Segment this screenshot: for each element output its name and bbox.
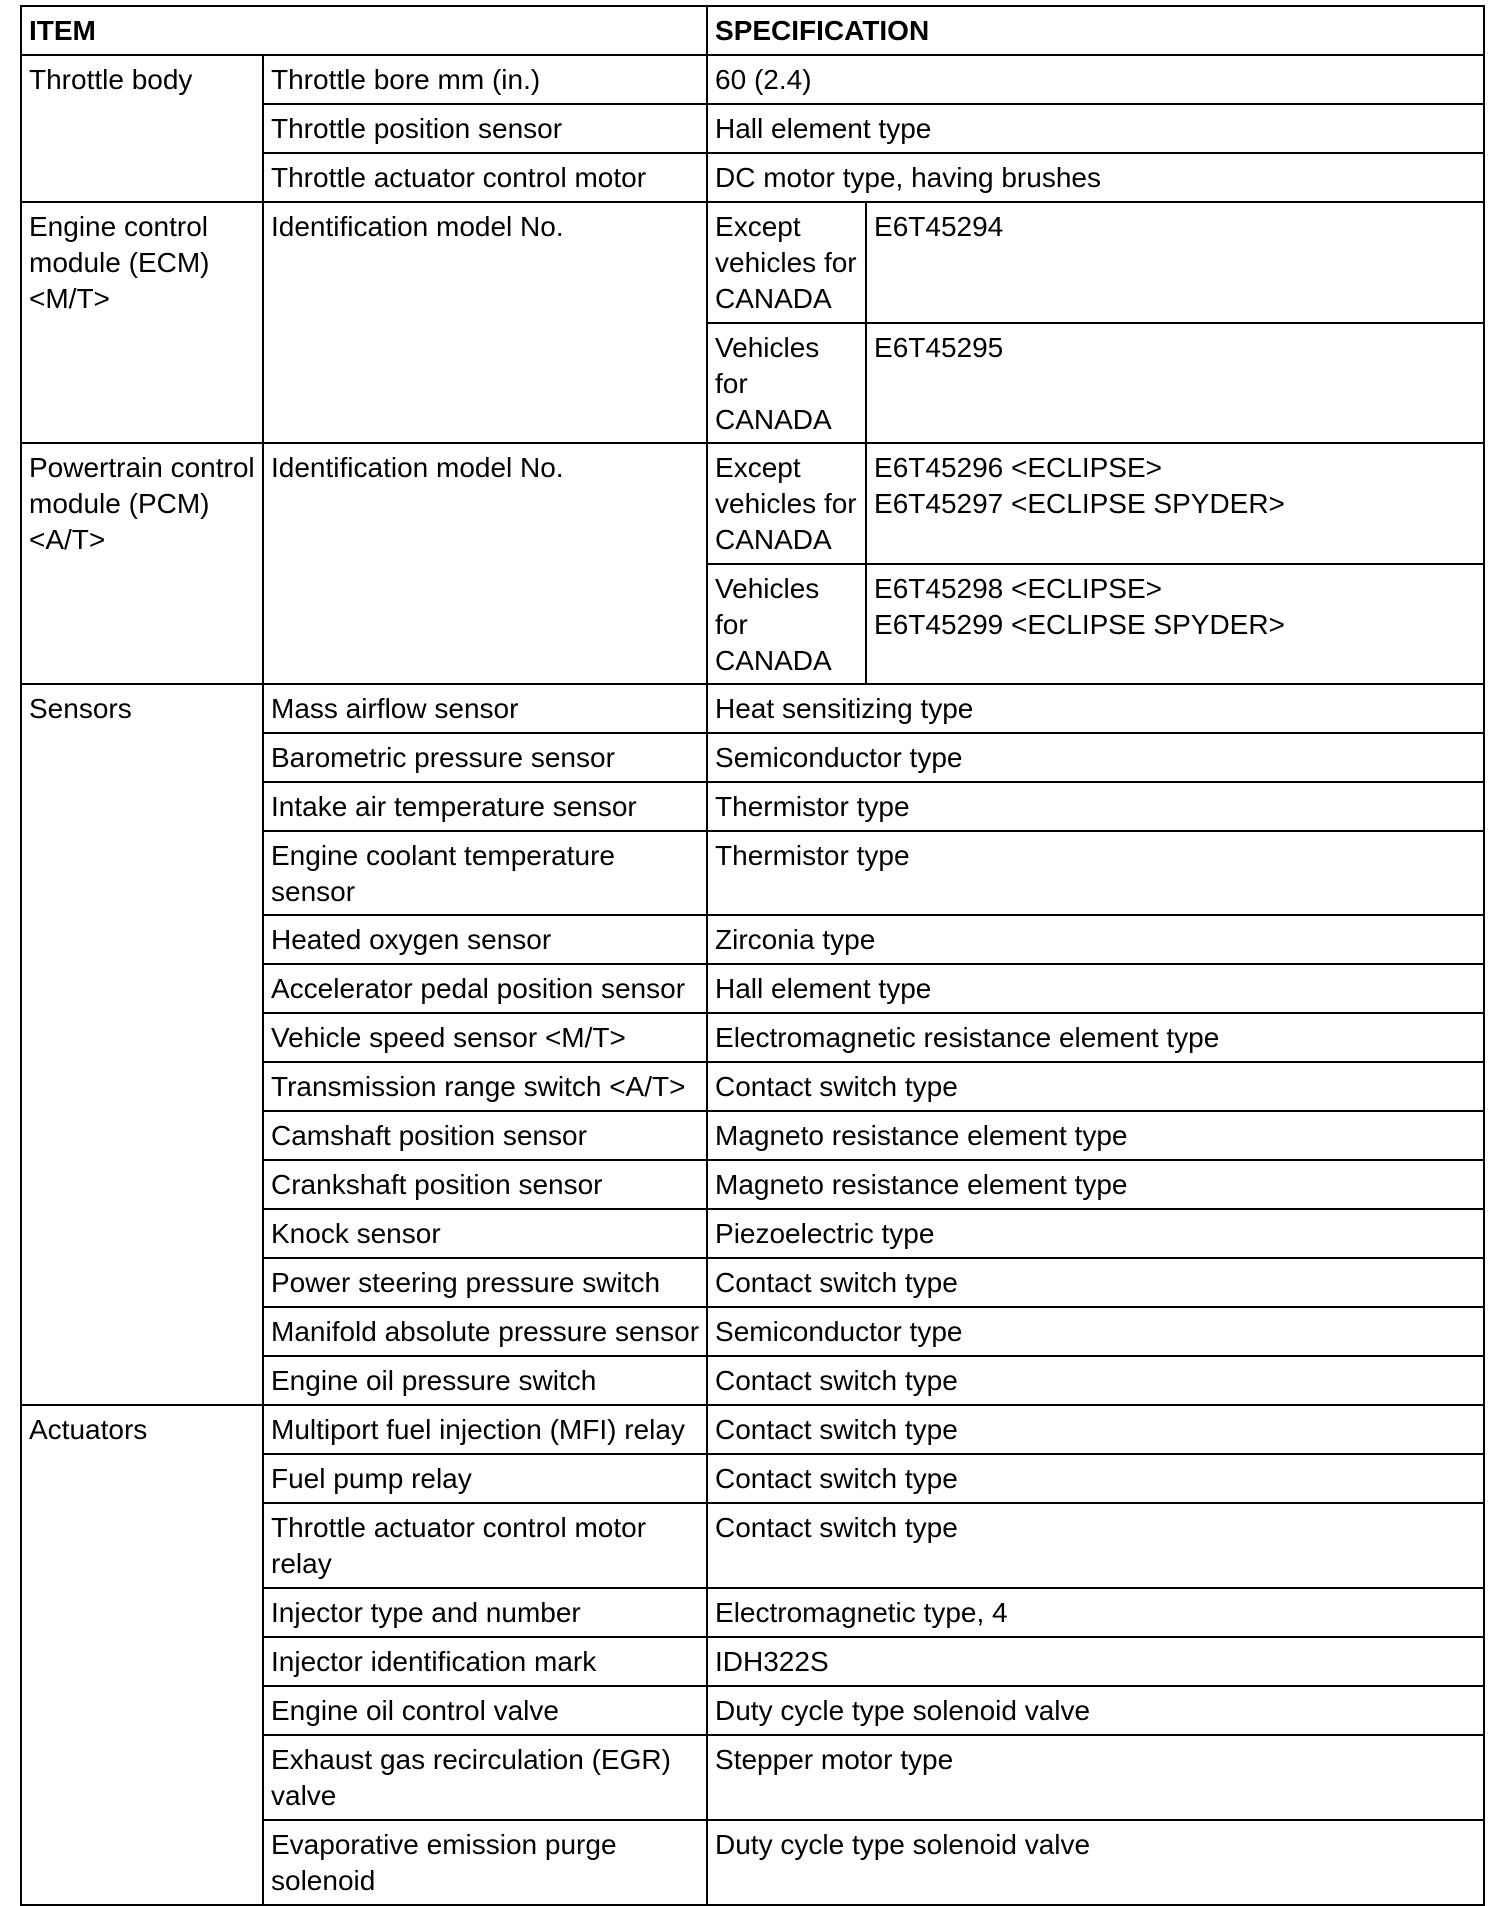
item-name: Transmission range switch <A/T> [263,1062,707,1111]
spec-value: Contact switch type [707,1503,1484,1588]
variant-value: E6T45295 [866,323,1484,443]
variant-condition: Vehicles for CANADA [707,564,866,684]
table-row [21,443,1484,564]
item-name: Power steering pressure switch [263,1258,707,1307]
item-name: Throttle bore mm (in.) [263,55,707,104]
spec-value: Electromagnetic type, 4 [707,1588,1484,1637]
variant-condition: Vehicles for CANADA [707,323,866,443]
table-body [21,6,1484,1905]
spec-value: Stepper motor type [707,1735,1484,1820]
variant-value [866,564,1484,684]
spec-value: Hall element type [707,964,1484,1013]
spec-value: 60 (2.4) [707,55,1484,104]
header-item: ITEM [21,6,707,55]
item-name: Evaporative emission purge solenoid [263,1820,707,1905]
spec-value: Contact switch type [707,1062,1484,1111]
variant-value-line: E6T45297 <ECLIPSE SPYDER> [874,488,1285,519]
category-ecm: Engine control module (ECM) <M/T> [21,202,263,443]
specification-table [20,5,1485,1906]
spec-value: Contact switch type [707,1454,1484,1503]
category-throttle-body: Throttle body [21,55,263,202]
variant-value [866,443,1484,564]
item-name: Injector identification mark [263,1637,707,1686]
item-name: Exhaust gas recirculation (EGR) valve [263,1735,707,1820]
item-name: Throttle position sensor [263,104,707,153]
category-actuators: Actuators [21,1405,263,1905]
variant-value: E6T45294 [866,202,1484,323]
item-name: Manifold absolute pressure sensor [263,1307,707,1356]
item-name: Crankshaft position sensor [263,1160,707,1209]
spec-value: Duty cycle type solenoid valve [707,1686,1484,1735]
category-pcm: Powertrain control module (PCM) <A/T> [21,443,263,684]
item-name: Mass airflow sensor [263,684,707,733]
table-row [21,202,1484,323]
spec-value: IDH322S [707,1637,1484,1686]
item-name: Engine oil control valve [263,1686,707,1735]
item-name: Knock sensor [263,1209,707,1258]
item-name: Throttle actuator control motor [263,153,707,202]
item-name: Heated oxygen sensor [263,915,707,964]
spec-value: Thermistor type [707,831,1484,915]
variant-condition: Except vehicles for CANADA [707,202,866,323]
spec-value: Contact switch type [707,1258,1484,1307]
item-name: Engine coolant temperature sensor [263,831,707,915]
item-name: Accelerator pedal position sensor [263,964,707,1013]
item-name: Injector type and number [263,1588,707,1637]
spec-value: Zirconia type [707,915,1484,964]
spec-value: DC motor type, having brushes [707,153,1484,202]
item-name: Throttle actuator control motor relay [263,1503,707,1588]
item-name: Intake air temperature sensor [263,782,707,831]
spec-value: Semiconductor type [707,1307,1484,1356]
variant-value-line: E6T45296 <ECLIPSE> [874,452,1162,483]
spec-value: Magneto resistance element type [707,1160,1484,1209]
item-name: Engine oil pressure switch [263,1356,707,1405]
item-name: Vehicle speed sensor <M/T> [263,1013,707,1062]
spec-value: Hall element type [707,104,1484,153]
header-row [21,6,1484,55]
item-name: Barometric pressure sensor [263,733,707,782]
spec-value: Contact switch type [707,1405,1484,1454]
item-name: Fuel pump relay [263,1454,707,1503]
variant-condition: Except vehicles for CANADA [707,443,866,564]
spec-value: Heat sensitizing type [707,684,1484,733]
spec-value: Contact switch type [707,1356,1484,1405]
spec-value: Semiconductor type [707,733,1484,782]
header-specification: SPECIFICATION [707,6,1484,55]
item-name: Multiport fuel injection (MFI) relay [263,1405,707,1454]
item-name: Camshaft position sensor [263,1111,707,1160]
spec-value: Magneto resistance element type [707,1111,1484,1160]
spec-value: Thermistor type [707,782,1484,831]
variant-value-line: E6T45298 <ECLIPSE> [874,573,1162,604]
table-row [21,1405,1484,1454]
item-name: Identification model No. [263,202,707,443]
table-row [21,684,1484,733]
item-name: Identification model No. [263,443,707,684]
table-row [21,55,1484,104]
spec-value: Electromagnetic resistance element type [707,1013,1484,1062]
variant-value-line: E6T45299 <ECLIPSE SPYDER> [874,609,1285,640]
category-sensors: Sensors [21,684,263,1405]
spec-value: Duty cycle type solenoid valve [707,1820,1484,1905]
spec-value: Piezoelectric type [707,1209,1484,1258]
